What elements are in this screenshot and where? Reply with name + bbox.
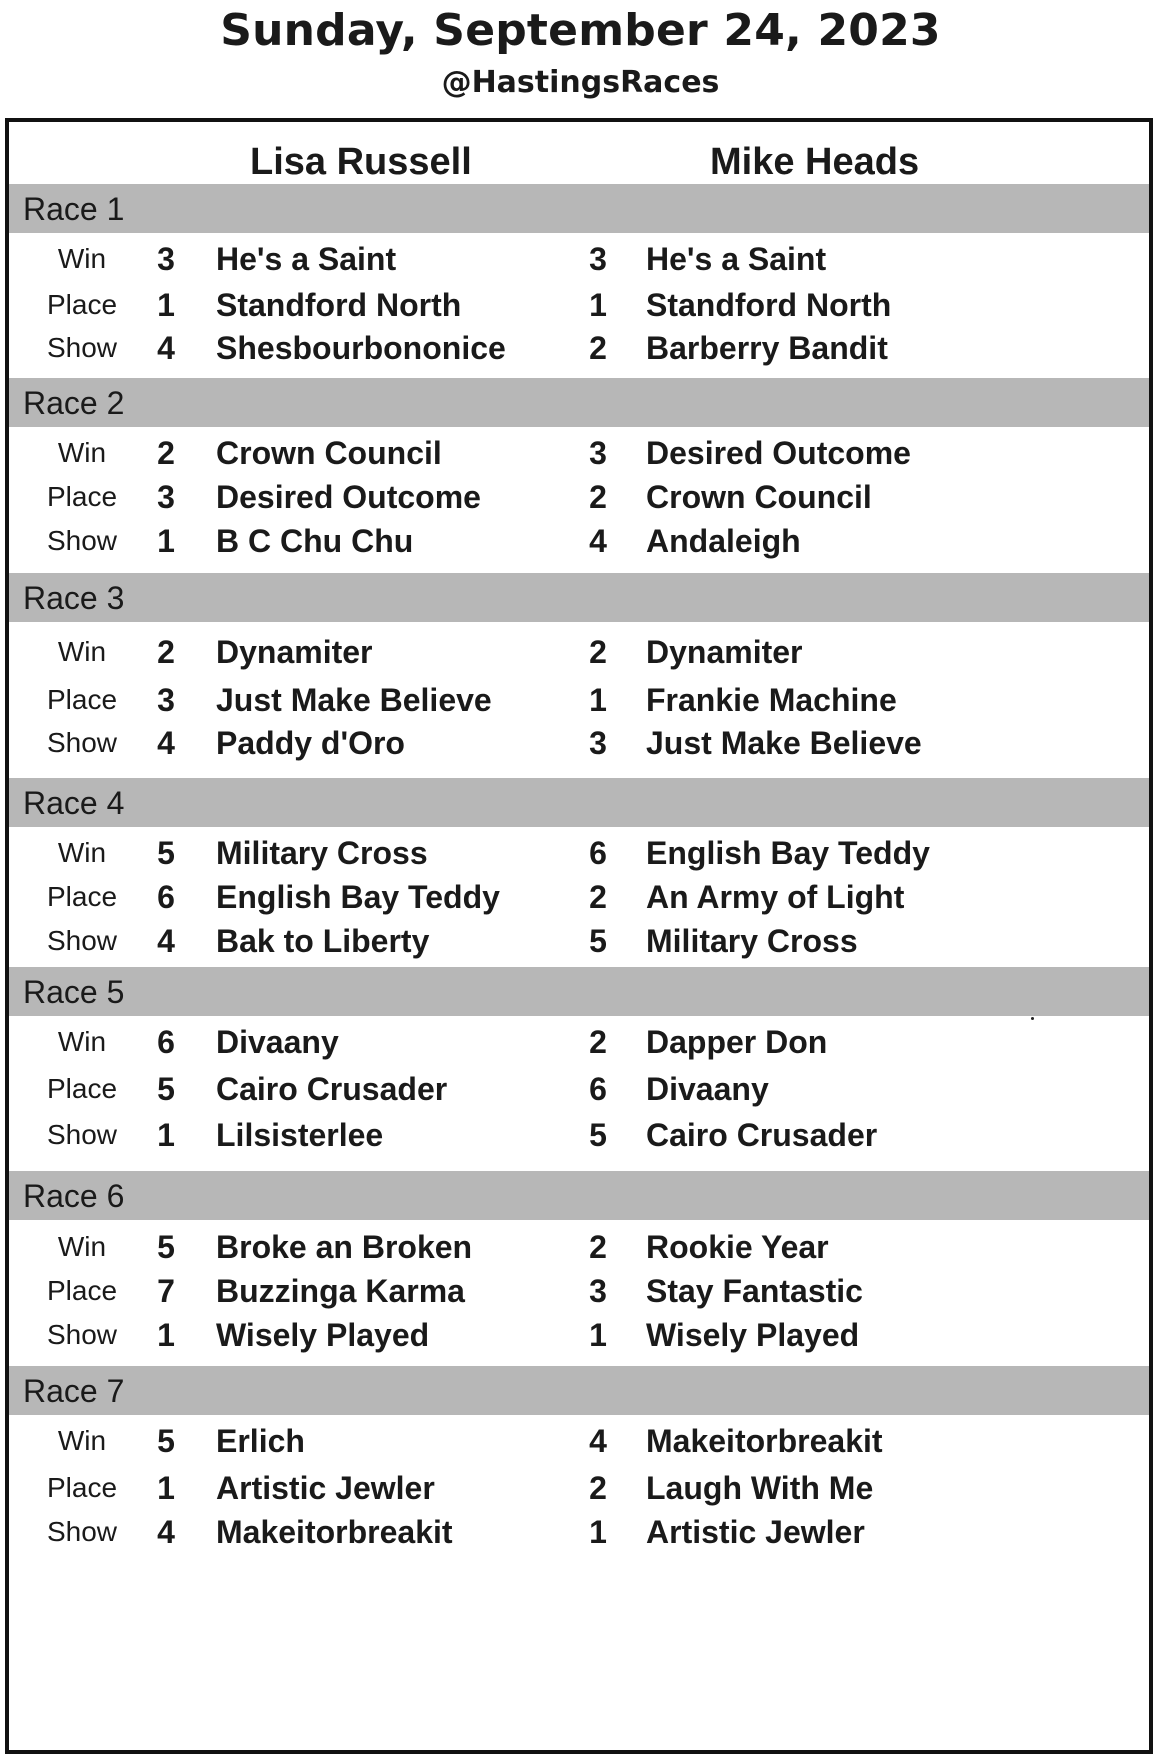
finish-position: Win bbox=[57, 1425, 107, 1456]
page-title: Sunday, September 24, 2023 bbox=[220, 5, 941, 56]
pick-row bbox=[9, 1111, 1149, 1159]
right-horse-name: Dapper Don bbox=[646, 1024, 828, 1060]
right-horse-number: 2 bbox=[589, 1470, 607, 1506]
right-horse-number: 5 bbox=[589, 1117, 607, 1153]
pick-row bbox=[9, 1267, 1149, 1315]
pick-row bbox=[9, 1065, 1149, 1113]
right-horse-number: 1 bbox=[589, 1317, 607, 1353]
right-horse-name: Rookie Year bbox=[646, 1229, 829, 1265]
race-header bbox=[9, 1366, 1149, 1415]
right-horse-number: 5 bbox=[589, 923, 607, 959]
race-header bbox=[9, 967, 1149, 1016]
race-header bbox=[9, 573, 1149, 622]
right-horse-number: 3 bbox=[589, 241, 607, 277]
left-horse-name: Desired Outcome bbox=[216, 479, 481, 515]
twitter-handle: @HastingsRaces bbox=[441, 65, 720, 100]
right-horse-name: Just Make Believe bbox=[646, 725, 922, 761]
left-horse-name: Buzzinga Karma bbox=[216, 1273, 465, 1309]
left-horse-number: 3 bbox=[157, 682, 175, 718]
race-header bbox=[9, 1171, 1149, 1220]
left-horse-name: Artistic Jewler bbox=[216, 1470, 435, 1506]
pick-row bbox=[9, 829, 1149, 877]
left-horse-name: Military Cross bbox=[216, 835, 428, 871]
left-horse-name: He's a Saint bbox=[216, 241, 397, 277]
right-horse-name: Laugh With Me bbox=[646, 1470, 874, 1506]
race-label: Race 4 bbox=[23, 785, 125, 821]
finish-position: Place bbox=[46, 289, 118, 320]
race-label: Race 7 bbox=[23, 1373, 125, 1409]
left-horse-name: Divaany bbox=[216, 1024, 339, 1060]
left-horse-number: 1 bbox=[157, 1470, 175, 1506]
right-horse-number: 1 bbox=[589, 682, 607, 718]
finish-position: Place bbox=[46, 481, 118, 512]
left-horse-number: 3 bbox=[157, 479, 175, 515]
left-horse-number: 4 bbox=[157, 1514, 175, 1550]
right-horse-name: English Bay Teddy bbox=[646, 835, 930, 871]
pick-row bbox=[9, 473, 1149, 521]
finish-position: Win bbox=[57, 1026, 107, 1057]
pick-row bbox=[9, 1223, 1149, 1271]
right-horse-name: Artistic Jewler bbox=[646, 1514, 865, 1550]
left-horse-number: 4 bbox=[157, 725, 175, 761]
left-horse-number: 1 bbox=[157, 523, 175, 559]
right-horse-number: 2 bbox=[589, 879, 607, 915]
finish-position: Place bbox=[46, 684, 118, 715]
pick-row bbox=[9, 324, 1149, 372]
right-horse-name: Desired Outcome bbox=[646, 435, 911, 471]
pick-row bbox=[9, 719, 1149, 767]
left-horse-name: Standford North bbox=[216, 287, 462, 323]
pick-row bbox=[9, 1417, 1149, 1465]
finish-position: Win bbox=[57, 837, 107, 868]
pick-row bbox=[9, 235, 1149, 283]
finish-position: Show bbox=[46, 727, 118, 758]
right-horse-name: Makeitorbreakit bbox=[646, 1423, 883, 1459]
right-horse-number: 3 bbox=[589, 1273, 607, 1309]
right-horse-number: 2 bbox=[589, 1024, 607, 1060]
finish-position: Win bbox=[57, 437, 107, 468]
handicapper-name-left: Lisa Russell bbox=[250, 141, 472, 183]
finish-position: Place bbox=[46, 1275, 118, 1306]
right-horse-name: Wisely Played bbox=[646, 1317, 860, 1353]
right-horse-name: Frankie Machine bbox=[646, 682, 897, 718]
pick-row bbox=[9, 1464, 1149, 1512]
left-horse-name: Dynamiter bbox=[216, 634, 373, 670]
pick-row bbox=[9, 1508, 1149, 1556]
stray-dot bbox=[1031, 1017, 1034, 1020]
left-horse-name: Lilsisterlee bbox=[216, 1117, 384, 1153]
left-horse-number: 5 bbox=[157, 835, 175, 871]
left-horse-number: 5 bbox=[157, 1229, 175, 1265]
left-horse-name: Shesbourbononice bbox=[216, 330, 506, 366]
finish-position: Show bbox=[46, 1319, 118, 1350]
pick-row bbox=[9, 917, 1149, 965]
right-horse-number: 2 bbox=[589, 479, 607, 515]
left-horse-number: 1 bbox=[157, 1317, 175, 1353]
left-horse-number: 2 bbox=[157, 435, 175, 471]
right-horse-number: 3 bbox=[589, 435, 607, 471]
pick-row bbox=[9, 628, 1149, 676]
left-horse-name: English Bay Teddy bbox=[216, 879, 500, 915]
race-header bbox=[9, 778, 1149, 827]
race-label: Race 5 bbox=[23, 974, 125, 1010]
race-label: Race 1 bbox=[23, 191, 125, 227]
right-horse-name: Stay Fantastic bbox=[646, 1273, 863, 1309]
finish-position: Show bbox=[46, 1119, 118, 1150]
pick-row bbox=[9, 429, 1149, 477]
left-horse-number: 1 bbox=[157, 287, 175, 323]
right-horse-number: 6 bbox=[589, 1071, 607, 1107]
right-horse-number: 4 bbox=[589, 523, 607, 559]
left-horse-number: 4 bbox=[157, 923, 175, 959]
handicapper-name-right: Mike Heads bbox=[710, 141, 920, 183]
left-horse-name: Broke an Broken bbox=[216, 1229, 473, 1265]
right-horse-number: 4 bbox=[589, 1423, 607, 1459]
pick-row bbox=[9, 1311, 1149, 1359]
left-horse-name: Erlich bbox=[216, 1423, 305, 1459]
left-horse-name: Makeitorbreakit bbox=[216, 1514, 453, 1550]
finish-position: Win bbox=[57, 243, 107, 274]
finish-position: Place bbox=[46, 1472, 118, 1503]
right-horse-name: Divaany bbox=[646, 1071, 769, 1107]
race-header bbox=[9, 184, 1149, 233]
left-horse-name: Cairo Crusader bbox=[216, 1071, 448, 1107]
left-horse-name: Crown Council bbox=[216, 435, 442, 471]
left-horse-name: B C Chu Chu bbox=[216, 523, 414, 559]
picks-table bbox=[5, 118, 1153, 1754]
left-horse-number: 3 bbox=[157, 241, 175, 277]
left-horse-name: Bak to Liberty bbox=[216, 923, 430, 959]
finish-position: Show bbox=[46, 1516, 118, 1547]
left-horse-number: 5 bbox=[157, 1423, 175, 1459]
race-label: Race 2 bbox=[23, 385, 125, 421]
left-horse-name: Paddy d'Oro bbox=[216, 725, 405, 761]
right-horse-name: Military Cross bbox=[646, 923, 858, 959]
left-horse-number: 2 bbox=[157, 634, 175, 670]
right-horse-number: 2 bbox=[589, 330, 607, 366]
pick-row bbox=[9, 873, 1149, 921]
right-horse-name: He's a Saint bbox=[646, 241, 827, 277]
pick-row bbox=[9, 676, 1149, 724]
race-label: Race 6 bbox=[23, 1178, 125, 1214]
finish-position: Show bbox=[46, 925, 118, 956]
right-horse-number: 1 bbox=[589, 287, 607, 323]
race-header bbox=[9, 378, 1149, 427]
left-horse-name: Wisely Played bbox=[216, 1317, 430, 1353]
right-horse-name: Cairo Crusader bbox=[646, 1117, 878, 1153]
right-horse-number: 3 bbox=[589, 725, 607, 761]
right-horse-name: An Army of Light bbox=[646, 879, 905, 915]
left-horse-number: 6 bbox=[157, 879, 175, 915]
left-horse-number: 1 bbox=[157, 1117, 175, 1153]
right-horse-name: Standford North bbox=[646, 287, 892, 323]
right-horse-name: Dynamiter bbox=[646, 634, 803, 670]
right-horse-number: 1 bbox=[589, 1514, 607, 1550]
right-horse-number: 6 bbox=[589, 835, 607, 871]
race-label: Race 3 bbox=[23, 580, 125, 616]
pick-row bbox=[9, 517, 1149, 565]
left-horse-number: 6 bbox=[157, 1024, 175, 1060]
finish-position: Show bbox=[46, 332, 118, 363]
right-horse-name: Andaleigh bbox=[646, 523, 801, 559]
pick-row bbox=[9, 1018, 1149, 1066]
finish-position: Show bbox=[46, 525, 118, 556]
finish-position: Place bbox=[46, 1073, 118, 1104]
right-horse-number: 2 bbox=[589, 1229, 607, 1265]
finish-position: Win bbox=[57, 636, 107, 667]
right-horse-name: Crown Council bbox=[646, 479, 872, 515]
left-horse-number: 5 bbox=[157, 1071, 175, 1107]
left-horse-name: Just Make Believe bbox=[216, 682, 492, 718]
right-horse-name: Barberry Bandit bbox=[646, 330, 888, 366]
finish-position: Win bbox=[57, 1231, 107, 1262]
finish-position: Place bbox=[46, 881, 118, 912]
right-horse-number: 2 bbox=[589, 634, 607, 670]
left-horse-number: 4 bbox=[157, 330, 175, 366]
pick-row bbox=[9, 281, 1149, 329]
left-horse-number: 7 bbox=[157, 1273, 175, 1309]
